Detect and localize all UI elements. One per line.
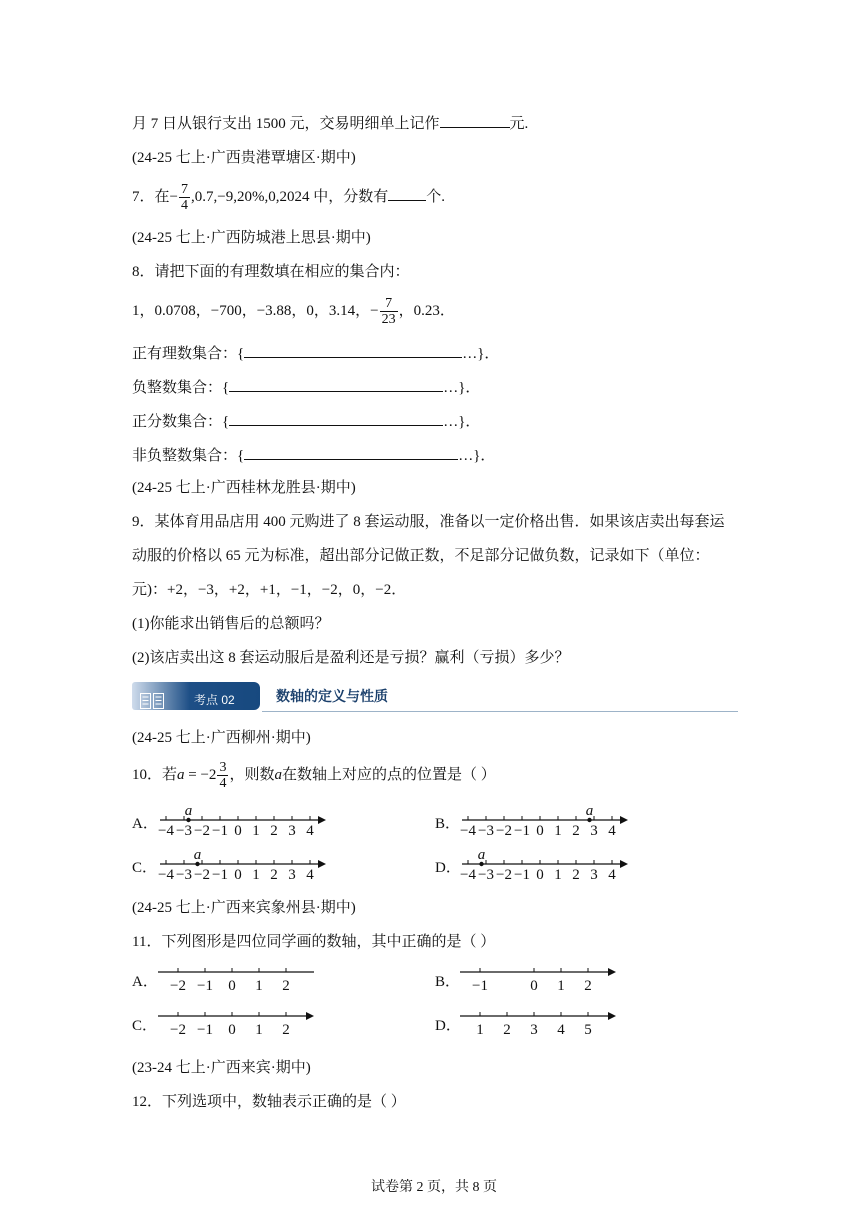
- tick-label: 2: [584, 978, 592, 994]
- q7-numbers: ,0.7,−9,20%,0,2024 中，分数有: [190, 189, 389, 205]
- page-footer: 试卷第 2 页，共 8 页: [371, 1180, 497, 1195]
- tick-label: 1: [252, 823, 260, 839]
- q7-frac-num: 7: [180, 182, 188, 198]
- q11-option-c-label[interactable]: C．: [132, 1018, 158, 1034]
- q8-numbers-line: 1，0.0708，−700，−3.88，0，3.14，− $\frac{7}{23}$ ，0.23．: [132, 296, 455, 328]
- q10-number-line-d[interactable]: [458, 844, 638, 884]
- tick-label: 5: [584, 1022, 592, 1038]
- set-end: …}．: [443, 414, 481, 430]
- section-tag-box: [132, 682, 260, 710]
- set-negative-integer: [132, 376, 480, 398]
- tick-label: −3: [478, 823, 494, 839]
- axis-arrow: [620, 860, 628, 868]
- q11-number-line-a[interactable]: [156, 960, 320, 996]
- set-positive-rational: [132, 342, 499, 364]
- tick-label: 2: [282, 1022, 290, 1038]
- set-label: 正分数集合：{: [132, 414, 230, 430]
- tick-label: −3: [176, 823, 192, 839]
- q9-line-3: 元)：+2，−3，+2，+1，−1，−2，0，−2．: [132, 582, 407, 598]
- q11-option-b-label[interactable]: B．: [435, 974, 461, 990]
- q8-frac-num: 7: [380, 296, 398, 312]
- tick-label: 3: [288, 867, 296, 883]
- point-label: a: [193, 847, 202, 863]
- q9-line-1: 9．某体育用品店用 400 元购进了 8 套运动服，准备以一定价格出售．如果该店卖出每套运: [132, 514, 725, 530]
- set-label: 负整数集合：{: [132, 380, 230, 396]
- tick-label: −4: [460, 867, 476, 883]
- source-q9: (24-25 七上·广西桂林龙胜县·期中): [132, 480, 356, 496]
- q11-option-d-label[interactable]: D．: [435, 1018, 461, 1034]
- q10-option-a-label[interactable]: A．: [132, 816, 158, 832]
- q10-number-line-b[interactable]: [458, 800, 638, 840]
- tick-label: −2: [496, 867, 512, 883]
- point-label: a: [585, 803, 594, 819]
- tick-label: 0: [234, 867, 242, 883]
- q10-option-c-label[interactable]: C．: [132, 860, 158, 876]
- q7-prefix: 7．在: [132, 189, 170, 205]
- axis-arrow: [318, 816, 326, 824]
- q8-numbers-end: ，0.23．: [398, 303, 455, 319]
- tick-label: 4: [608, 867, 616, 883]
- tick-label: −1: [212, 867, 228, 883]
- q10-suffix: 在数轴上对应的点的位置是（ ）: [281, 767, 496, 783]
- source-q12: (23-24 七上·广西来宾·期中): [132, 1060, 311, 1076]
- q7-suffix: 个.: [426, 189, 445, 205]
- tick-label: 1: [554, 867, 562, 883]
- q7-line: 7．在− $\frac{7}{4}$ ,0.7,−9,20%,0,2024 中，分数有 个.: [132, 182, 445, 214]
- q10-frac-den: 4: [219, 776, 227, 792]
- q11-number-line-d[interactable]: [458, 1004, 622, 1040]
- q10-prefix: 10．若: [132, 767, 178, 783]
- tick-label: 1: [255, 978, 263, 994]
- q10-stem: [132, 760, 496, 791]
- tick-label: 2: [572, 867, 580, 883]
- q10-number-line-a[interactable]: [156, 800, 336, 840]
- tick-label: −2: [170, 1022, 186, 1038]
- source-q7: (24-25 七上·广西贵港覃塘区·期中): [132, 150, 356, 166]
- q10-mid: ，则数: [229, 767, 275, 783]
- section-title: 数轴的定义与性质: [276, 689, 388, 705]
- tick-label: 2: [572, 823, 580, 839]
- point-label: a: [184, 803, 193, 819]
- q11-number-line-c[interactable]: [156, 1004, 320, 1040]
- source-q11: (24-25 七上·广西来宾象州县·期中): [132, 900, 356, 916]
- document-icon: [140, 693, 164, 709]
- tick-label: 1: [557, 978, 565, 994]
- section-tag: 考点 02: [194, 693, 235, 707]
- set-nonnegative-integer: [132, 444, 495, 466]
- q9-line-2: 动服的价格以 65 元为标准，超出部分记做正数，不足部分记做负数，记录如下（单位：: [132, 548, 710, 564]
- set-end: …}．: [443, 380, 481, 396]
- tick-label: 3: [530, 1022, 538, 1038]
- set-blank[interactable]: [244, 444, 458, 460]
- q6-text-end: 元.: [509, 116, 529, 132]
- set-blank[interactable]: [229, 376, 443, 392]
- q7-answer-blank[interactable]: [388, 185, 426, 201]
- set-blank[interactable]: [244, 342, 462, 358]
- q11-option-a-label[interactable]: A．: [132, 974, 158, 990]
- section-rule: [262, 711, 738, 712]
- tick-label: −3: [176, 867, 192, 883]
- q8-frac-den: 23: [381, 312, 396, 328]
- tick-label: 0: [536, 867, 544, 883]
- tick-label: 2: [270, 867, 278, 883]
- tick-label: 2: [282, 978, 290, 994]
- section-banner: [132, 678, 738, 714]
- set-label: 非负整数集合：{: [132, 448, 245, 464]
- tick-label: 0: [536, 823, 544, 839]
- tick-label: 2: [503, 1022, 511, 1038]
- set-positive-fraction: [132, 410, 480, 432]
- tick-label: −1: [514, 867, 530, 883]
- tick-label: −3: [478, 867, 494, 883]
- tick-label: 4: [608, 823, 616, 839]
- q7-fraction: [179, 182, 190, 213]
- tick-label: −1: [197, 1022, 213, 1038]
- tick-label: −4: [460, 823, 476, 839]
- tick-label: −4: [158, 867, 174, 883]
- tick-label: 3: [288, 823, 296, 839]
- source-q10: (24-25 七上·广西柳州·期中): [132, 730, 311, 746]
- tick-label: 4: [557, 1022, 565, 1038]
- point-label: a: [477, 847, 486, 863]
- q11-stem: 11．下列图形是四位同学画的数轴，其中正确的是（ ）: [132, 934, 496, 950]
- q6-text: 月 7 日从银行支出 1500 元，交易明细单上记作: [132, 116, 440, 132]
- q10-frac-num: 3: [219, 760, 227, 776]
- tick-label: −1: [197, 978, 213, 994]
- tick-label: 1: [554, 823, 562, 839]
- tick-label: −4: [158, 823, 174, 839]
- q7-frac-den: 4: [180, 198, 188, 214]
- q9-part-2: (2)该店卖出这 8 套运动服后是盈利还是亏损？赢利（亏损）多少？: [132, 650, 570, 666]
- axis-arrow: [318, 860, 326, 868]
- q9-part-1: (1)你能求出销售后的总额吗？: [132, 616, 330, 632]
- tick-label: 3: [590, 823, 598, 839]
- axis-arrow: [608, 968, 616, 976]
- q12-stem: 12．下列选项中，数轴表示正确的是（ ）: [132, 1094, 406, 1110]
- tick-label: 0: [228, 1022, 236, 1038]
- q8-numbers: 1，0.0708，−700，−3.88，0，3.14，: [132, 303, 371, 319]
- tick-label: 1: [476, 1022, 484, 1038]
- tick-label: −1: [212, 823, 228, 839]
- tick-label: −1: [472, 978, 488, 994]
- source-q8: (24-25 七上·广西防城港上思县·期中): [132, 230, 371, 246]
- tick-label: −2: [194, 823, 210, 839]
- tick-label: −1: [514, 823, 530, 839]
- set-end: …}．: [462, 346, 500, 362]
- q8-stem: 8．请把下面的有理数填在相应的集合内：: [132, 264, 410, 280]
- q10-equals: = −2: [184, 767, 217, 783]
- tick-label: 4: [306, 867, 314, 883]
- q10-fraction: [217, 760, 228, 791]
- set-end: …}．: [458, 448, 496, 464]
- tick-label: 3: [590, 867, 598, 883]
- q8-fraction: [380, 296, 398, 327]
- axis-arrow: [608, 1012, 616, 1020]
- tick-label: −2: [170, 978, 186, 994]
- tick-label: −2: [496, 823, 512, 839]
- tick-label: 0: [530, 978, 538, 994]
- q10-variable-2: a: [274, 767, 282, 783]
- q6-answer-blank[interactable]: [440, 112, 510, 128]
- axis-arrow: [620, 816, 628, 824]
- q10-number-line-c[interactable]: [156, 844, 336, 884]
- q11-number-line-b[interactable]: [458, 960, 622, 996]
- tick-label: 1: [255, 1022, 263, 1038]
- tick-label: 4: [306, 823, 314, 839]
- q10-variable: a: [177, 767, 185, 783]
- tick-label: 0: [234, 823, 242, 839]
- q6-line: [132, 112, 528, 134]
- q10-option-d-label[interactable]: D．: [435, 860, 461, 876]
- q10-option-b-label[interactable]: B．: [435, 816, 461, 832]
- set-blank[interactable]: [229, 410, 443, 426]
- tick-label: −2: [194, 867, 210, 883]
- set-label: 正有理数集合：{: [132, 346, 245, 362]
- axis-arrow: [306, 1012, 314, 1020]
- tick-label: 1: [252, 867, 260, 883]
- tick-label: 2: [270, 823, 278, 839]
- tick-label: 0: [228, 978, 236, 994]
